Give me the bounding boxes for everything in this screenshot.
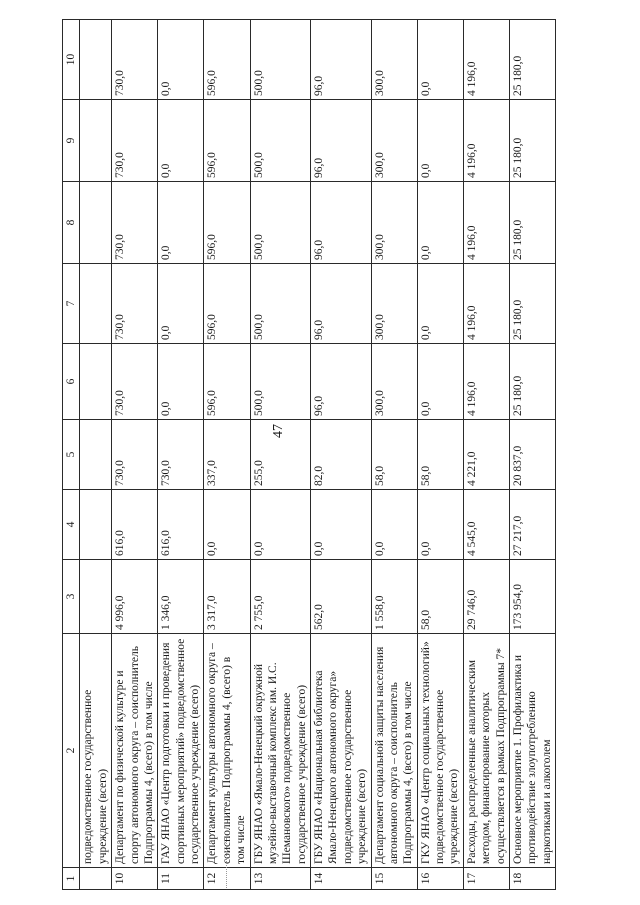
header-cell: 2: [63, 634, 80, 868]
row-value: 25 180,0: [509, 100, 555, 182]
row-index: 13: [250, 868, 311, 890]
row-value: [80, 182, 112, 264]
row-name: ГБУ ЯНАО «Ямало-Ненецкий окружной музейно-выставочный комплекс им. И.С. Шемановского» подведомственное государственное учреждение (всего): [250, 634, 311, 868]
row-value: 58,0: [417, 560, 463, 634]
row-name: ГБУ ЯНАО «Национальная библиотека Ямало-Ненецкого автономного округа» подведомственное государственное учреждение (всего): [311, 634, 372, 868]
row-value: 27 217,0: [509, 490, 555, 560]
row-value: 96,0: [311, 20, 372, 100]
row-index: 16: [417, 868, 463, 890]
row-value: 500,0: [250, 20, 311, 100]
row-value: 4 196,0: [463, 100, 509, 182]
row-value: 25 180,0: [509, 182, 555, 264]
row-index: 11: [158, 868, 204, 890]
header-cell: 4: [63, 490, 80, 560]
row-index: 12: [204, 868, 250, 890]
row-value: 0,0: [158, 264, 204, 344]
row-name: ГКУ ЯНАО «Центр социальных технологий» подведомственное государственное учреждение (всего): [417, 634, 463, 868]
row-value: 173 954,0: [509, 560, 555, 634]
row-value: 0,0: [417, 344, 463, 420]
row-value: 0,0: [204, 490, 250, 560]
row-value: 0,0: [158, 182, 204, 264]
row-value: 0,0: [158, 344, 204, 420]
row-value: 2 755,0: [250, 560, 311, 634]
row-value: 730,0: [158, 420, 204, 490]
scan-edge-mark: [226, 838, 229, 888]
row-value: [80, 490, 112, 560]
row-value: 0,0: [417, 182, 463, 264]
budget-table: [62, 19, 556, 890]
row-value: 616,0: [112, 490, 158, 560]
row-value: 0,0: [311, 490, 372, 560]
row-value: 596,0: [204, 20, 250, 100]
row-value: [80, 100, 112, 182]
row-value: 29 746,0: [463, 560, 509, 634]
row-value: 730,0: [112, 420, 158, 490]
row-value: 58,0: [371, 420, 417, 490]
table-row: [204, 20, 250, 890]
row-value: 500,0: [250, 344, 311, 420]
header-cell: 8: [63, 182, 80, 264]
table-row: [250, 20, 311, 890]
row-value: 96,0: [311, 344, 372, 420]
row-index: 14: [311, 868, 372, 890]
row-value: 4 221,0: [463, 420, 509, 490]
row-index: 15: [371, 868, 417, 890]
rotated-table-area: [62, 20, 553, 890]
table-row: [509, 20, 555, 890]
row-value: 300,0: [371, 182, 417, 264]
table-row: [463, 20, 509, 890]
row-value: 730,0: [112, 344, 158, 420]
row-value: 337,0: [204, 420, 250, 490]
header-cell: 1: [63, 868, 80, 890]
row-value: 58,0: [417, 420, 463, 490]
row-value: 0,0: [417, 490, 463, 560]
row-value: [80, 20, 112, 100]
row-value: [80, 420, 112, 490]
row-value: 730,0: [112, 20, 158, 100]
row-value: 300,0: [371, 100, 417, 182]
row-value: 300,0: [371, 264, 417, 344]
row-value: 4 545,0: [463, 490, 509, 560]
row-index: 17: [463, 868, 509, 890]
row-value: 500,0: [250, 182, 311, 264]
row-value: 0,0: [371, 490, 417, 560]
row-value: 4 196,0: [463, 182, 509, 264]
table-row: [112, 20, 158, 890]
row-value: 1 558,0: [371, 560, 417, 634]
table-body: [80, 20, 556, 890]
row-value: 300,0: [371, 20, 417, 100]
row-value: 0,0: [417, 100, 463, 182]
row-value: 0,0: [417, 264, 463, 344]
row-value: 4 996,0: [112, 560, 158, 634]
row-value: 4 196,0: [463, 20, 509, 100]
table-row: [158, 20, 204, 890]
table-row: [371, 20, 417, 890]
row-value: 596,0: [204, 344, 250, 420]
row-name: ГАУ ЯНАО «Центр подготовки и проведения спортивных мероприятий» подведомственное государственное учреждение (всего): [158, 634, 204, 868]
header-row: [63, 20, 80, 890]
row-value: 596,0: [204, 182, 250, 264]
row-name: подведомственное государственное учреждение (всего): [80, 634, 112, 868]
row-name: Департамент социальной защиты населения автономного округа – соисполнитель Подпрограммы 4, (всего) в том числе: [371, 634, 417, 868]
row-name: Расходы, распределенные аналитическим методом, финансирование которых осуществляется в рамках Подпрограммы 7*: [463, 634, 509, 868]
row-value: 596,0: [204, 264, 250, 344]
row-value: 96,0: [311, 264, 372, 344]
row-name: Департамент культуры автономного округа – соисполнитель Подпрограммы 4, (всего) в том числе: [204, 634, 250, 868]
row-value: [80, 560, 112, 634]
row-value: 1 346,0: [158, 560, 204, 634]
page-number: 47: [271, 424, 286, 438]
row-value: 300,0: [371, 344, 417, 420]
row-value: 0,0: [250, 490, 311, 560]
table-rotation-wrapper: [62, 20, 553, 890]
row-value: 730,0: [112, 264, 158, 344]
row-value: 255,0: [250, 420, 311, 490]
row-value: 0,0: [158, 100, 204, 182]
table-row: [80, 20, 112, 890]
header-cell: 3: [63, 560, 80, 634]
header-cell: 10: [63, 20, 80, 100]
row-value: 82,0: [311, 420, 372, 490]
row-value: 0,0: [417, 20, 463, 100]
header-cell: 6: [63, 344, 80, 420]
row-value: 500,0: [250, 264, 311, 344]
row-value: 25 180,0: [509, 344, 555, 420]
table-row: [311, 20, 372, 890]
row-value: 596,0: [204, 100, 250, 182]
row-value: [80, 264, 112, 344]
row-value: 562,0: [311, 560, 372, 634]
row-index: 18: [509, 868, 555, 890]
row-value: 500,0: [250, 100, 311, 182]
row-name: Основное мероприятие 1. Профилактика и противодействие злоупотреблению наркотиками и алкоголем: [509, 634, 555, 868]
row-value: 616,0: [158, 490, 204, 560]
row-value: 0,0: [158, 20, 204, 100]
row-value: 96,0: [311, 100, 372, 182]
row-value: 730,0: [112, 182, 158, 264]
row-index: [80, 868, 112, 890]
header-cell: 5: [63, 420, 80, 490]
row-value: 4 196,0: [463, 344, 509, 420]
row-name: Департамент по физической культуре и спорту автономного округа – соисполнитель Подпрограммы 4, (всего) в том числе: [112, 634, 158, 868]
row-value: 4 196,0: [463, 264, 509, 344]
row-value: [80, 344, 112, 420]
header-cell: 7: [63, 264, 80, 344]
table-row: [417, 20, 463, 890]
row-value: 20 837,0: [509, 420, 555, 490]
row-value: 25 180,0: [509, 264, 555, 344]
header-cell: 9: [63, 100, 80, 182]
row-value: 25 180,0: [509, 20, 555, 100]
row-index: 10: [112, 868, 158, 890]
row-value: 96,0: [311, 182, 372, 264]
row-value: 3 317,0: [204, 560, 250, 634]
row-value: 730,0: [112, 100, 158, 182]
